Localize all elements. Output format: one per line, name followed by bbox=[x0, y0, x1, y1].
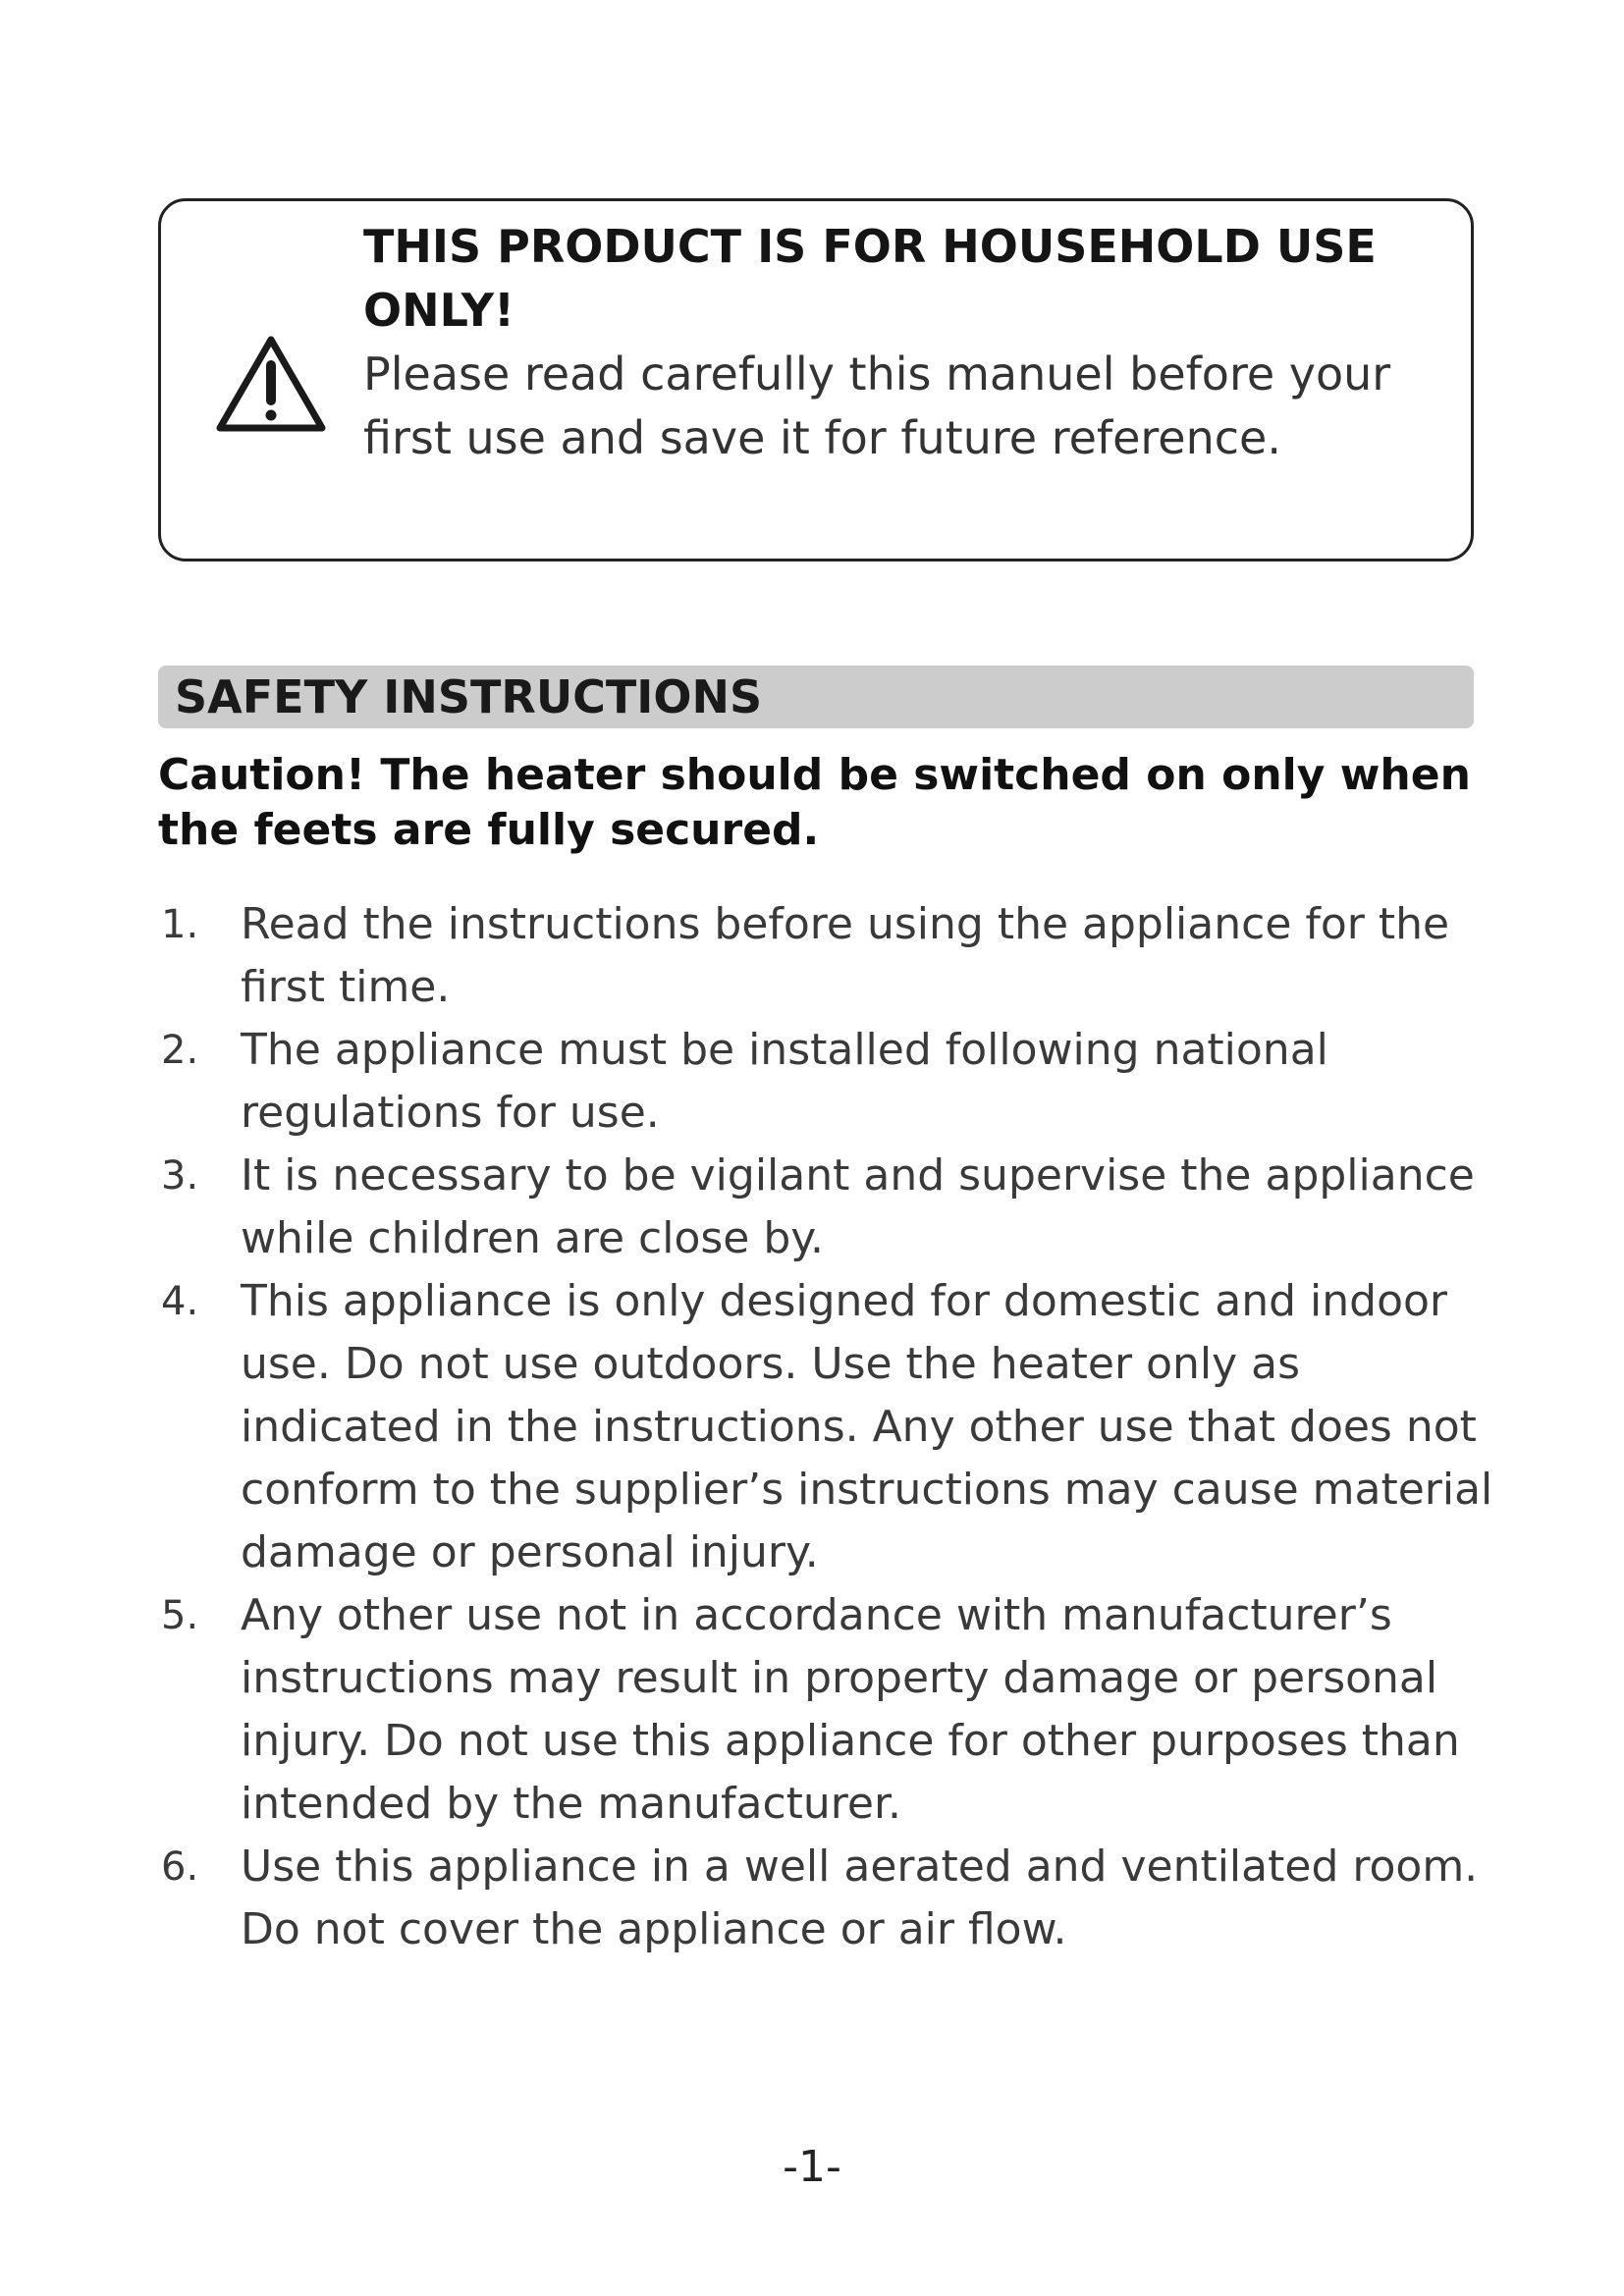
notice-heading: THIS PRODUCT IS FOR HOUSEHOLD USE ONLY! bbox=[363, 220, 1377, 337]
safety-instructions-list bbox=[158, 893, 1493, 1961]
item-number: 5. bbox=[161, 1593, 199, 1638]
item-number: 2. bbox=[161, 1028, 199, 1073]
list-item bbox=[158, 893, 1493, 1019]
item-number: 3. bbox=[161, 1153, 199, 1199]
item-number: 6. bbox=[161, 1844, 199, 1890]
item-text: The appliance must be installed following national regulations for use. bbox=[241, 1025, 1328, 1138]
warning-icon bbox=[214, 334, 328, 436]
section-title: SAFETY INSTRUCTIONS bbox=[175, 670, 763, 723]
item-text: Any other use not in accordance with manufacturer’s instructions may result in property damage or personal injury. Do not use this appliance for other purposes than intended by the manufacturer. bbox=[241, 1590, 1460, 1829]
item-text: Use this appliance in a well aerated and ventilated room. Do not cover the appliance or air flow. bbox=[241, 1842, 1479, 1954]
section-header bbox=[158, 666, 1474, 728]
list-item bbox=[158, 1270, 1493, 1584]
list-item bbox=[158, 1019, 1493, 1145]
item-text: This appliance is only designed for domestic and indoor use. Do not use outdoors. Use the heater only as indicated in the instructions. Any other use that does not conform to the supplier’s instructions may cause material damage or personal injury. bbox=[241, 1276, 1493, 1577]
list-item bbox=[158, 1836, 1493, 1961]
household-use-notice bbox=[158, 198, 1474, 561]
notice-body: Please read carefully this manuel before your first use and save it for future reference. bbox=[363, 347, 1391, 464]
item-text: It is necessary to be vigilant and supervise the appliance while children are close by. bbox=[241, 1150, 1475, 1263]
list-item bbox=[158, 1145, 1493, 1270]
item-text: Read the instructions before using the appliance for the first time. bbox=[241, 899, 1450, 1012]
caution-text: Caution! The heater should be switched on only when the feets are fully secured. bbox=[158, 750, 1471, 855]
item-number: 4. bbox=[161, 1279, 199, 1324]
notice-text bbox=[363, 215, 1453, 470]
page-number: -1- bbox=[783, 2142, 841, 2192]
list-item bbox=[158, 1584, 1493, 1836]
item-number: 1. bbox=[161, 902, 199, 947]
